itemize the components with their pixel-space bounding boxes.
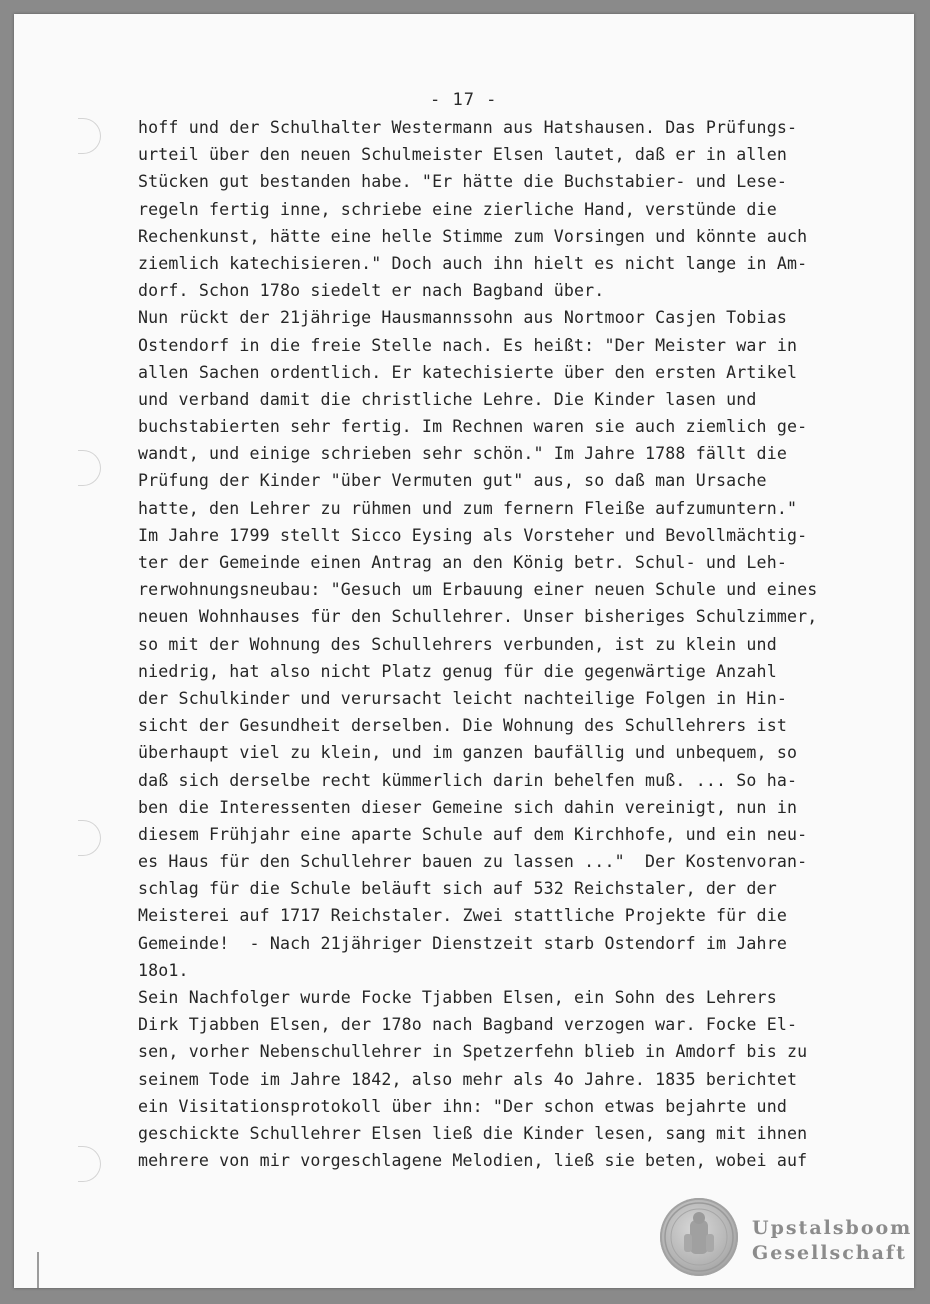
punch-hole-mark: [78, 1146, 101, 1182]
body-text: [138, 114, 868, 1174]
text-line: dorf. Schon 178o siedelt er nach Bagband über.: [138, 281, 605, 301]
text-line: mehrere von mir vorgeschlagene Melodien, ließ sie beten, wobei auf: [138, 1151, 808, 1171]
text-line: Sein Nachfolger wurde Focke Tjabben Elsen, ein Sohn des Lehrers: [138, 988, 777, 1007]
text-line: urteil über den neuen Schulmeister Elsen lautet, daß er in allen: [138, 145, 787, 165]
text-line: hoff und der Schulhalter Westermann aus Hatshausen. Das Prüfungs-: [138, 118, 798, 137]
text-line: Ostendorf in die freie Stelle nach. Es heißt: "Der Meister war in: [138, 335, 798, 355]
text-line: allen Sachen ordentlich. Er katechisierte über den ersten Artikel: [138, 362, 798, 382]
text-line: der Schulkinder und verursacht leicht nachteilige Folgen in Hin-: [138, 688, 787, 708]
text-line: es Haus für den Schullehrer bauen zu lassen ..." Der Kostenvoran-: [138, 852, 808, 872]
text-line: sicht der Gesundheit derselben. Die Wohnung des Schullehrers ist: [138, 716, 787, 736]
text-line: Meisterei auf 1717 Reichstaler. Zwei stattliche Projekte für die: [138, 906, 787, 926]
text-line: Stücken gut bestanden habe. "Er hätte die Buchstabier- und Lese-: [138, 172, 787, 192]
text-line: so mit der Wohnung des Schullehrers verbunden, ist zu klein und: [138, 634, 777, 654]
text-line: diesem Frühjahr eine aparte Schule auf dem Kirchhofe, und ein neu-: [138, 824, 808, 844]
text-line: 18o1.: [138, 960, 189, 980]
document-page: [14, 14, 914, 1288]
text-line: hatte, den Lehrer zu rühmen und zum fernern Fleiße aufzumuntern.": [138, 498, 798, 518]
text-line: und verband damit die christliche Lehre. Die Kinder lasen und: [138, 389, 757, 409]
text-line: daß sich derselbe recht kümmerlich darin behelfen muß. ... So ha-: [138, 770, 798, 790]
punch-hole-mark: [78, 820, 101, 856]
text-line: Prüfung der Kinder "über Vermuten gut" aus, so daß man Ursache: [138, 471, 767, 491]
text-line: sen, vorher Nebenschullehrer in Spetzerfehn blieb in Amdorf bis zu: [138, 1042, 808, 1062]
punch-hole-mark: [78, 118, 101, 154]
watermark-line-2: Gesellschaft: [752, 1242, 907, 1264]
watermark-logo-text: [752, 1216, 912, 1266]
margin-mark: [37, 1252, 39, 1288]
text-line: buchstabierten sehr fertig. Im Rechnen waren sie auch ziemlich ge-: [138, 417, 808, 437]
text-line: rerwohnungsneubau: "Gesuch um Erbauung einer neuen Schule und eines: [138, 580, 818, 600]
text-line: Dirk Tjabben Elsen, der 178o nach Bagband verzogen war. Focke El-: [138, 1015, 798, 1035]
text-line: schlag für die Schule beläuft sich auf 532 Reichstaler, der der: [138, 879, 777, 899]
text-line: Im Jahre 1799 stellt Sicco Eysing als Vorsteher und Bevollmächtig-: [138, 525, 808, 545]
text-line: seinem Tode im Jahre 1842, also mehr als 4o Jahre. 1835 berichtet: [138, 1069, 798, 1089]
text-line: Nun rückt der 21jährige Hausmannssohn aus Nortmoor Casjen Tobias: [138, 308, 787, 328]
text-line: ben die Interessenten dieser Gemeine sich dahin vereinigt, nun in: [138, 797, 798, 817]
text-line: regeln fertig inne, schriebe eine zierliche Hand, verstünde die: [138, 199, 777, 219]
text-line: ein Visitationsprotokoll über ihn: "Der schon etwas bejahrte und: [138, 1096, 787, 1116]
text-line: wandt, und einige schrieben sehr schön." Im Jahre 1788 fällt die: [138, 444, 787, 464]
watermark-line-1: Upstalsboom: [752, 1217, 913, 1239]
text-line: geschickte Schullehrer Elsen ließ die Kinder lesen, sang mit ihnen: [138, 1123, 808, 1143]
text-line: ter der Gemeinde einen Antrag an den König betr. Schul- und Leh-: [138, 553, 787, 572]
page-number: - 17 -: [430, 90, 498, 110]
text-line: überhaupt viel zu klein, und im ganzen baufällig und unbequem, so: [138, 743, 798, 763]
text-line: niedrig, hat also nicht Platz genug für die gegenwärtige Anzahl: [138, 661, 777, 681]
text-line: Rechenkunst, hätte eine helle Stimme zum Vorsingen und könnte auch: [138, 226, 808, 246]
punch-hole-mark: [78, 450, 101, 486]
text-line: Gemeinde! - Nach 21jähriger Dienstzeit starb Ostendorf im Jahre: [138, 933, 787, 953]
seal-icon: [660, 1198, 738, 1276]
text-line: ziemlich katechisieren." Doch auch ihn hielt es nicht lange in Am-: [138, 253, 808, 273]
text-line: neuen Wohnhauses für den Schullehrer. Unser bisheriges Schulzimmer,: [138, 607, 818, 627]
